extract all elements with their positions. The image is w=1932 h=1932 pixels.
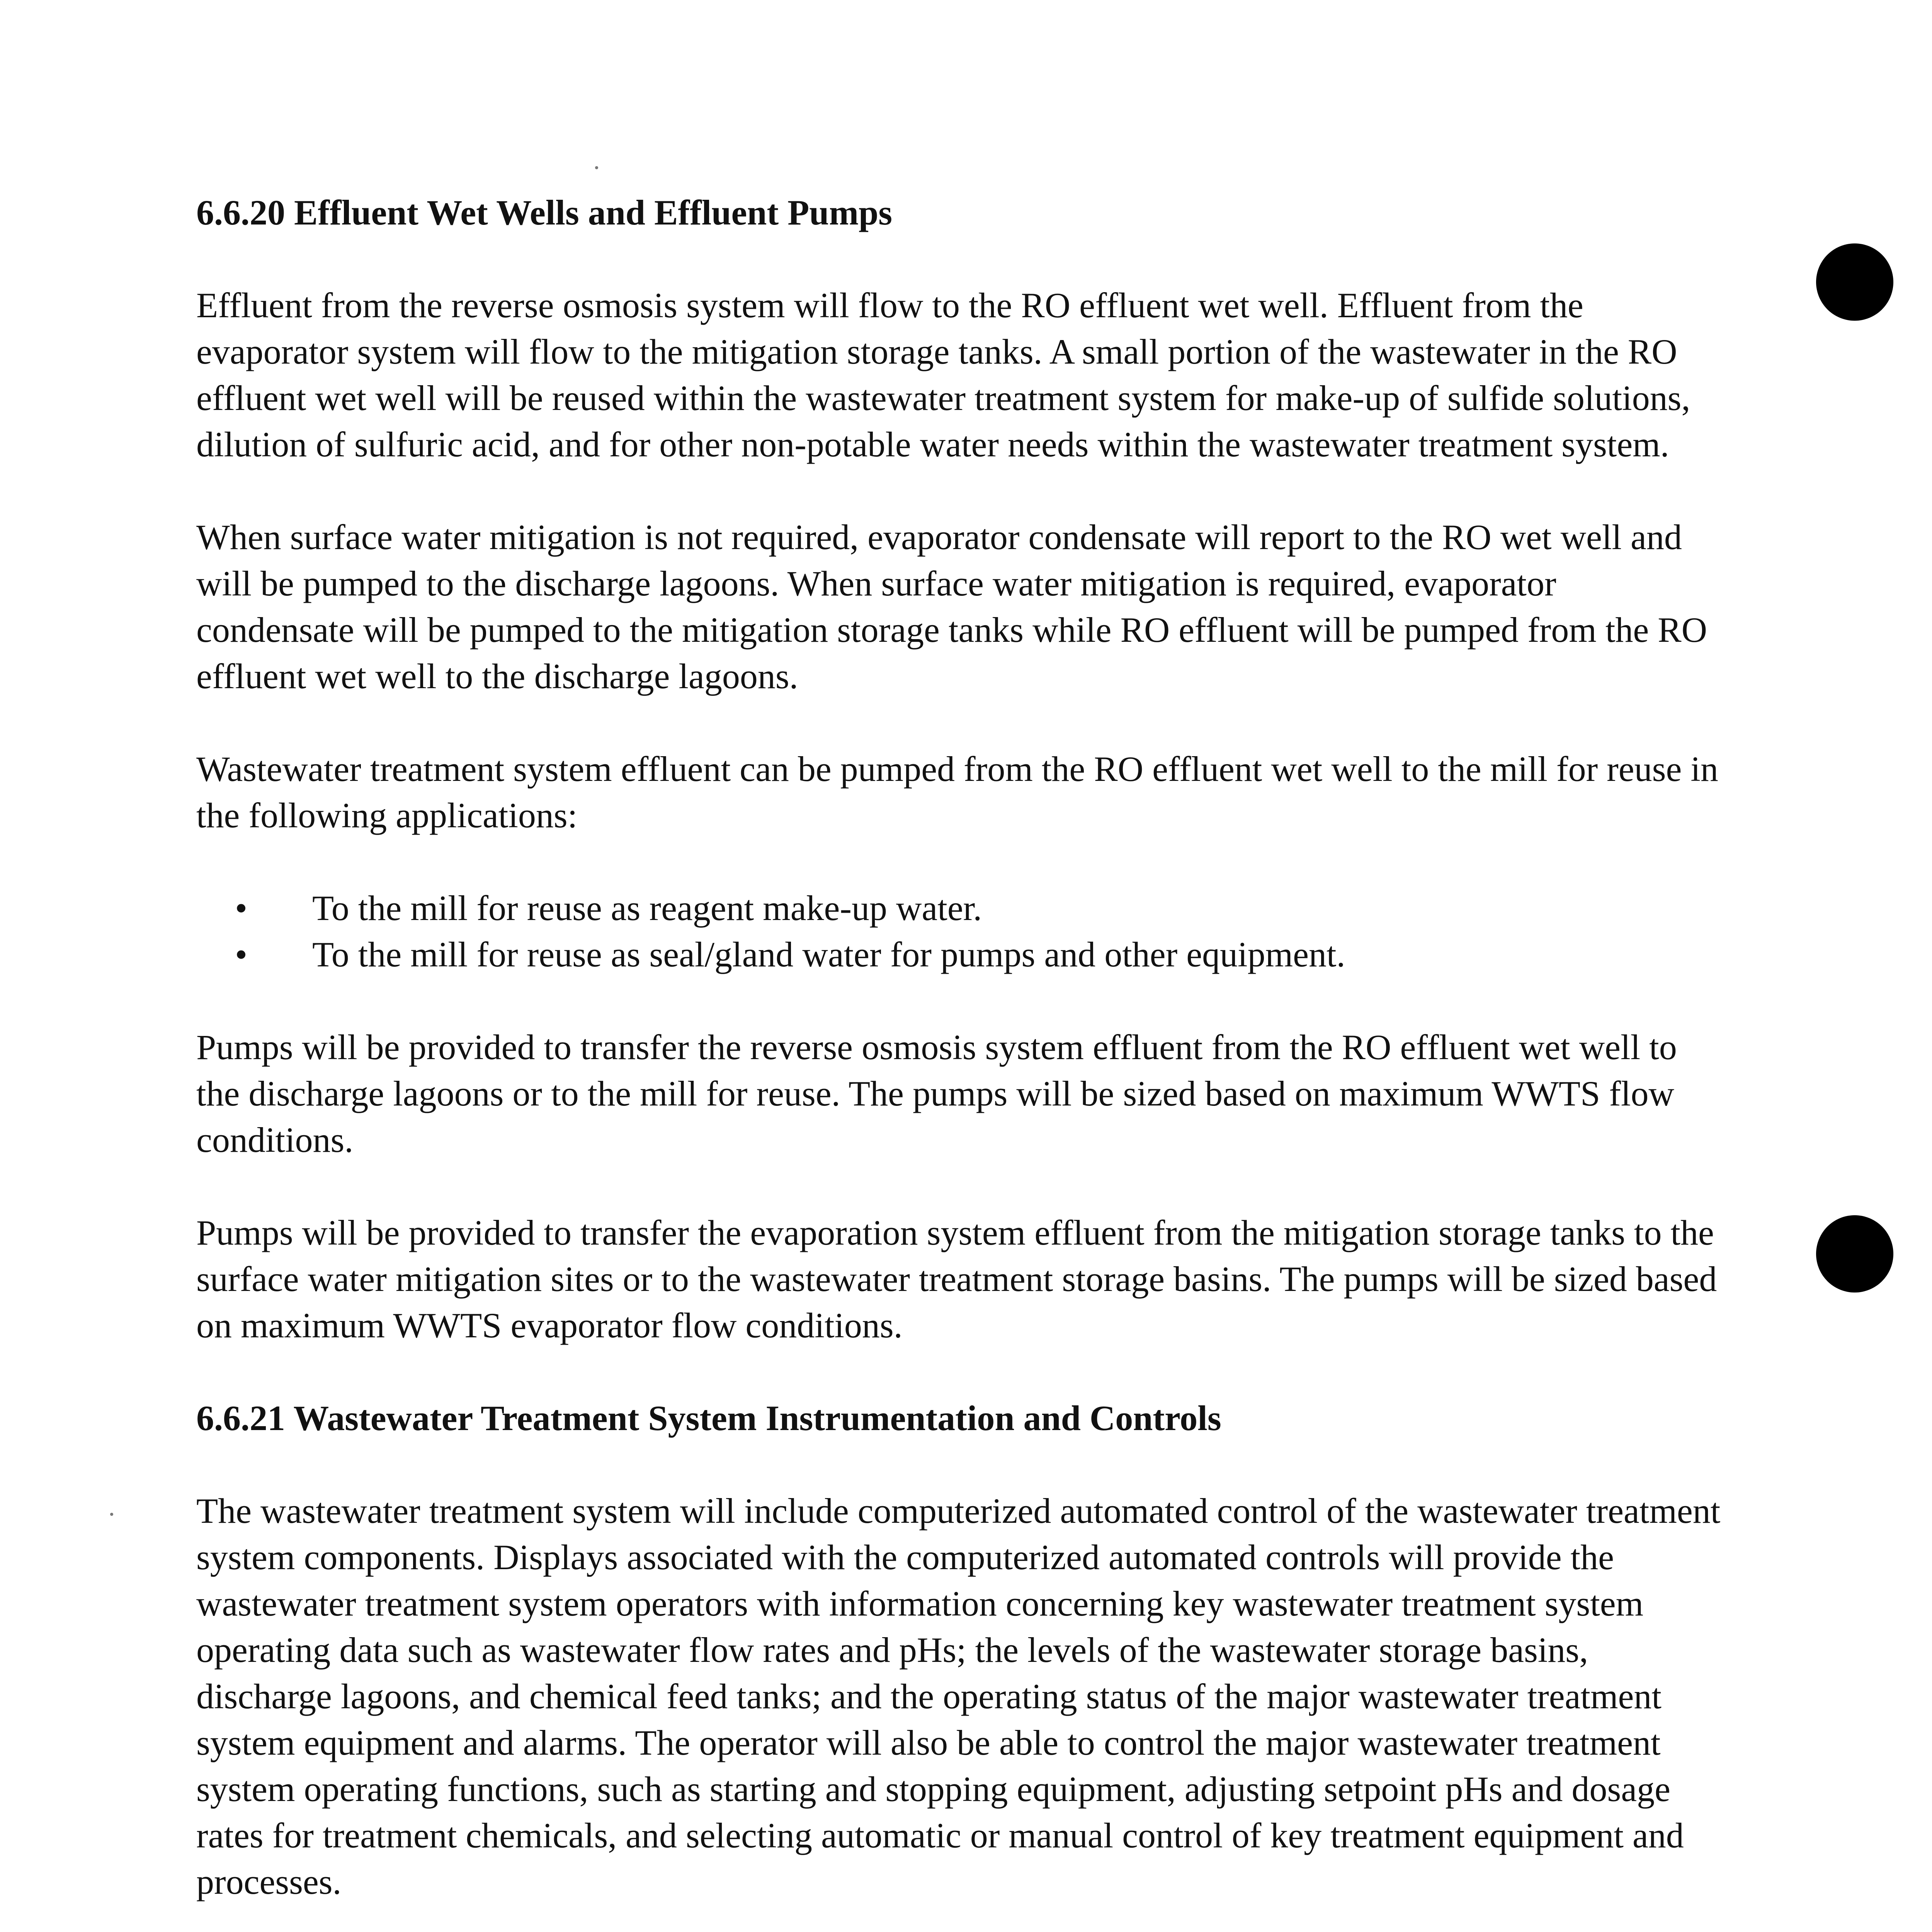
section-heading: 6.6.20 Effluent Wet Wells and Effluent Pumps: [196, 193, 893, 232]
list-item: [196, 885, 1723, 931]
paragraph: Wastewater treatment system effluent can be pumped from the RO effluent wet well to the mill for reuse in the following applications:: [196, 749, 1718, 835]
bullet-glyph: •: [235, 935, 248, 974]
list-item: [196, 931, 1723, 978]
scan-speck: [110, 1513, 113, 1516]
paragraph: The wastewater treatment system will include computerized automated control of the wastewater treatment system components. Displays associated with the computerized automated controls will provide the wastewater treatment system operators with information concerning key wastewater treatment system operating data such as wastewater flow rates and pHs; the levels of the wastewater storage basins, discharge lagoons, and chemical feed tanks; and the operating status of the major wastewater treatment system equipment and alarms. The operator will also be able to control the major wastewater treatment system operating functions, such as starting and stopping equipment, adjusting setpoint pHs and dosage rates for treatment chemicals, and selecting automatic or manual control of key treatment equipment and processes.: [196, 1491, 1721, 1901]
paragraph: When surface water mitigation is not required, evaporator condensate will report to the RO wet well and will be pumped to the discharge lagoons. When surface water mitigation is required, evaporator condensate will be pumped to the mitigation storage tanks while RO effluent will be pumped from the RO effluent wet well to the discharge lagoons.: [196, 517, 1708, 696]
list-item-text: To the mill for reuse as seal/gland water for pumps and other equipment.: [312, 935, 1345, 974]
paragraph: Pumps will be provided to transfer the evaporation system effluent from the mitigation storage tanks to the surface water mitigation sites or to the wastewater treatment storage basins. The pumps will be sized based on maximum WWTS evaporator flow conditions.: [196, 1213, 1717, 1345]
bullet-glyph: •: [235, 888, 248, 928]
punch-hole-top: [1816, 243, 1893, 321]
scan-speck: [595, 166, 598, 169]
section-6-6-20: [196, 189, 1723, 1349]
paragraph: Pumps will be provided to transfer the reverse osmosis system effluent from the RO effluent wet well to the discharge lagoons or to the mill for reuse. The pumps will be sized based on maximum WWTS flow conditions.: [196, 1027, 1677, 1160]
punch-hole-middle: [1816, 1215, 1893, 1293]
bullet-list: [196, 885, 1723, 978]
section-6-6-21: [196, 1395, 1723, 1905]
document-body: [196, 189, 1723, 1932]
section-heading: 6.6.21 Wastewater Treatment System Instrumentation and Controls: [196, 1398, 1221, 1438]
list-item-text: To the mill for reuse as reagent make-up water.: [312, 888, 982, 928]
paragraph: Effluent from the reverse osmosis system will flow to the RO effluent wet well. Effluent from the evaporator system will flow to the mitigation storage tanks. A small portion of the wastewater in the RO effluent wet well will be reused within the wastewater treatment system for make-up of sulfide solutions, dilution of sulfuric acid, and for other non-potable water needs within the wastewater treatment system.: [196, 286, 1690, 464]
